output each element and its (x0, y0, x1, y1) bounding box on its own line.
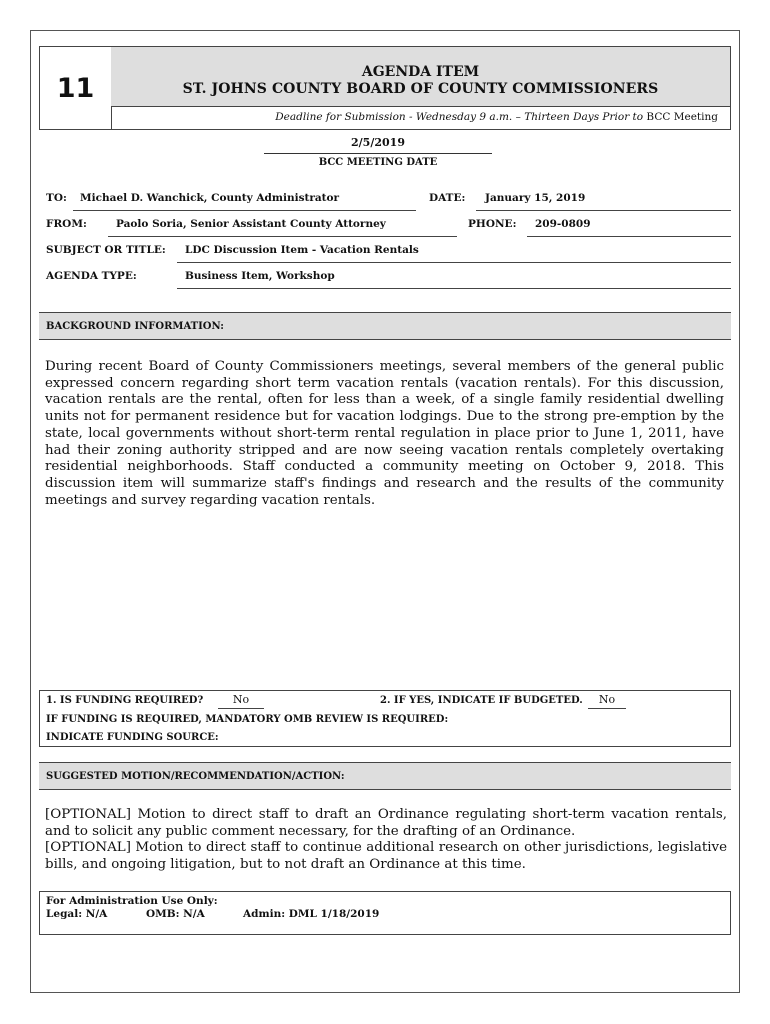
date-underline (476, 210, 731, 211)
funding-box (39, 690, 731, 747)
funding-source-label: INDICATE FUNDING SOURCE: (46, 732, 219, 743)
to-underline (73, 210, 416, 211)
deadline-italic: Deadline for Submission - Wednesday 9 a.m. – Thirteen Days Prior to (275, 111, 644, 123)
funding-question-2: 2. IF YES, INDICATE IF BUDGETED. (380, 695, 583, 706)
funding-question-1: 1. IS FUNDING REQUIRED? (46, 695, 204, 706)
date-label: DATE: (429, 192, 466, 204)
funding-answer-2: No (588, 693, 626, 709)
agenda-title: AGENDA ITEM (361, 64, 480, 80)
background-heading: BACKGROUND INFORMATION: (39, 312, 731, 340)
admin-heading: For Administration Use Only: (46, 895, 218, 907)
phone-value: 209-0809 (535, 218, 591, 230)
board-title: ST. JOHNS COUNTY BOARD OF COUNTY COMMISSIONERS (182, 81, 659, 97)
subject-underline (177, 262, 731, 263)
meeting-date-value: 2/5/2019 (264, 136, 492, 154)
motion-heading: SUGGESTED MOTION/RECOMMENDATION/ACTION: (39, 762, 731, 790)
admin-approval: Admin: DML 1/18/2019 (243, 908, 380, 920)
admin-legal: Legal: N/A (46, 908, 108, 920)
phone-label: PHONE: (468, 218, 517, 230)
subject-label: SUBJECT OR TITLE: (46, 244, 166, 256)
admin-use-box (39, 891, 731, 935)
agenda-item-number: 11 (40, 47, 112, 129)
agenda-type-underline (177, 288, 731, 289)
motion-option-2: [OPTIONAL] Motion to direct staff to continue additional research on other jurisdictions, legislative bills, and ongoing litigation, but to not draft an Ordinance at this time. (45, 840, 727, 872)
funding-answer-1: No (218, 693, 264, 709)
agenda-title-block (111, 47, 730, 107)
date-value: January 15, 2019 (485, 192, 586, 204)
from-value: Paolo Soria, Senior Assistant County Attorney (116, 218, 386, 230)
phone-underline (527, 236, 731, 237)
deadline-plain: BCC Meeting (643, 111, 718, 123)
motion-text (45, 807, 727, 873)
admin-omb: OMB: N/A (146, 908, 205, 920)
meeting-date-block (264, 136, 492, 168)
agenda-type-value: Business Item, Workshop (185, 270, 335, 282)
omb-review-note: IF FUNDING IS REQUIRED, MANDATORY OMB REVIEW IS REQUIRED: (46, 714, 449, 725)
meeting-date-label: BCC MEETING DATE (318, 157, 438, 168)
submission-deadline (111, 106, 730, 129)
agenda-type-label: AGENDA TYPE: (46, 270, 137, 282)
to-value: Michael D. Wanchick, County Administrator (80, 192, 340, 204)
background-text: During recent Board of County Commissioners meetings, several members of the general public expressed concern regarding short term vacation rentals (vacation rentals). For this discussion, vacation rentals are the rental, often for less than a week, of a single family residential dwelling units not for permanent residence but for vacation lodgings. Due to the strong pre-emption by the state, local governments without short-term rental regulation in place prior to June 1, 2011, have had their zoning authority stripped and are now seeing vacation rentals completely overtaking residential neighborhoods. Staff conducted a community meeting on October 9, 2018. This discussion item will summarize staff's findings and research and the results of the community meetings and survey regarding vacation rentals. (45, 359, 724, 508)
motion-option-1: [OPTIONAL] Motion to direct staff to draft an Ordinance regulating short-term vacation rentals, and to solicit any public comment necessary, for the drafting of an Ordinance. (45, 807, 727, 839)
from-label: FROM: (46, 218, 87, 230)
from-underline (108, 236, 457, 237)
to-label: TO: (46, 192, 67, 204)
subject-value: LDC Discussion Item - Vacation Rentals (185, 244, 419, 256)
agenda-header (39, 46, 731, 130)
